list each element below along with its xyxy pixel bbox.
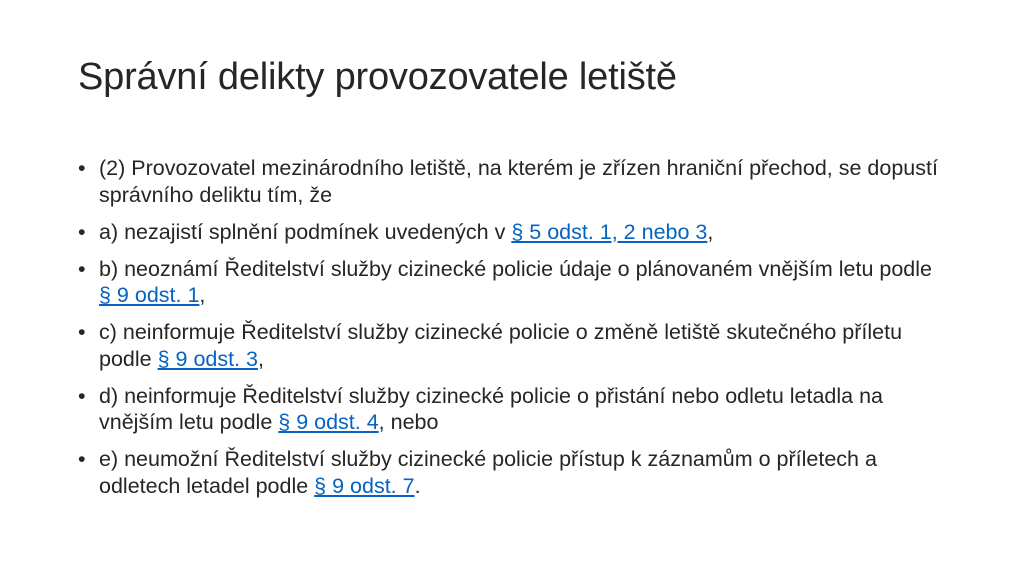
bullet-text: (2) Provozovatel mezinárodního letiště, na kterém je zřízen hraniční přechod, se dopustí správního deliktu tím, že bbox=[99, 156, 938, 207]
bullet-text-after: , nebo bbox=[378, 410, 439, 434]
bullet-a bbox=[78, 219, 938, 246]
bullet-b bbox=[78, 256, 938, 309]
bullet-dot-icon: • bbox=[78, 256, 86, 281]
law-reference-link[interactable]: § 9 odst. 1 bbox=[99, 283, 200, 307]
bullet-text-after: . bbox=[414, 473, 421, 498]
slide-title: Správní delikty provozovatele letiště bbox=[78, 56, 677, 98]
bullet-c bbox=[78, 319, 938, 372]
bullet-list bbox=[78, 155, 938, 510]
bullet-e bbox=[78, 446, 938, 499]
bullet-text: b) neoznámí Ředitelství služby cizinecké policie údaje o plánovaném vnějším letu podle bbox=[99, 256, 932, 281]
bullet-dot-icon: • bbox=[78, 156, 86, 180]
bullet-text-after: , bbox=[258, 346, 264, 371]
bullet-text: d) neinformuje Ředitelství služby cizinecké policie o přistání nebo odletu letadla na vnějším letu podle bbox=[99, 383, 883, 434]
bullet-dot-icon: • bbox=[78, 383, 86, 408]
bullet-text: c) neinformuje Ředitelství služby cizinecké policie o změně letiště skutečného příletu podle bbox=[99, 320, 903, 371]
bullet-d bbox=[78, 383, 938, 436]
bullet-intro bbox=[78, 155, 938, 208]
law-reference-link[interactable]: § 9 odst. 3 bbox=[157, 346, 258, 371]
bullet-dot-icon: • bbox=[78, 447, 86, 471]
law-reference-link[interactable]: § 5 odst. 1, 2 nebo 3 bbox=[511, 219, 708, 244]
bullet-dot-icon: • bbox=[78, 219, 86, 244]
law-reference-link[interactable]: § 9 odst. 7 bbox=[314, 473, 415, 498]
bullet-text-after: , bbox=[707, 219, 714, 244]
law-reference-link[interactable]: § 9 odst. 4 bbox=[278, 410, 379, 434]
bullet-text: e) neumožní Ředitelství služby cizinecké policie přístup k záznamům o příletech a odletech letadel podle bbox=[99, 447, 877, 498]
bullet-text-after: , bbox=[199, 283, 206, 307]
bullet-dot-icon: • bbox=[78, 320, 86, 344]
bullet-text: a) nezajistí splnění podmínek uvedených v bbox=[99, 219, 512, 244]
